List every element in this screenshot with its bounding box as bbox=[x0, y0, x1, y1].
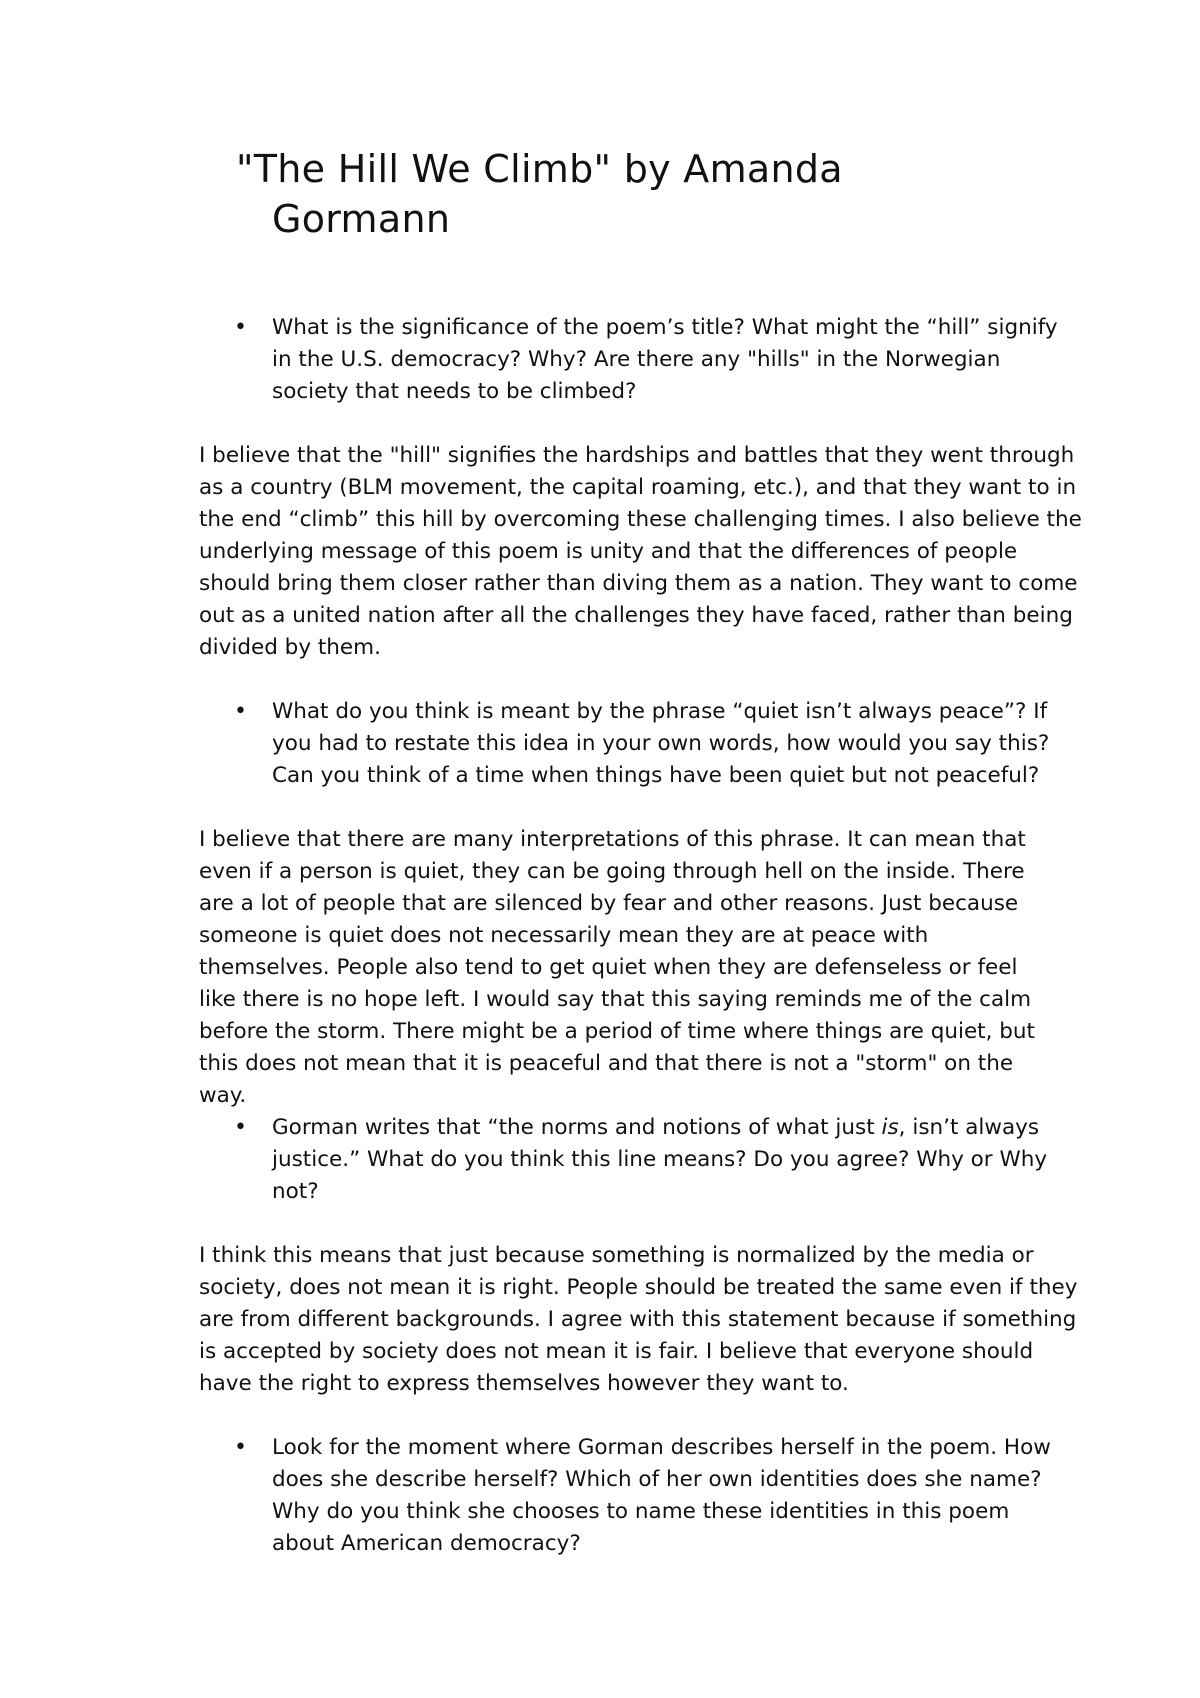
question-1 bbox=[234, 312, 1064, 408]
bullet-icon: • bbox=[234, 1435, 247, 1460]
question-1-text: What is the significance of the poem’s title? What might the “hill” signify in the U.S. democracy? Why? Are there any "hills" in the Norwegian society that needs to be climbed? bbox=[272, 315, 1058, 404]
bullet-icon: • bbox=[234, 315, 247, 340]
document-title: "The Hill We Climb" by Amanda Gormann bbox=[236, 147, 843, 241]
answer-3: I think this means that just because something is normalized by the media or society, does not mean it is right. People should be treated the same even if they are from different backgrounds. I agree with this statement because if something is accepted by society does not mean it is fair. I believe that everyone should have the right to express themselves however they want to. bbox=[199, 1243, 1078, 1396]
question-4-text: Look for the moment where Gorman describes herself in the poem. How does she describe herself? Which of her own identities does she name? Why do you think she chooses to name these identities in this poem about American democracy? bbox=[272, 1435, 1051, 1556]
answer-1: I believe that the "hill" signifies the hardships and battles that they went through as a country (BLM movement, the capital roaming, etc.), and that they want to in the end “climb” this hill by overcoming these challenging times. I also believe the underlying message of this poem is unity and that the differences of people should bring them closer rather than diving them as a nation. They want to come out as a united nation after all the challenges they have faced, rather than being divided by them. bbox=[199, 443, 1082, 660]
question-3-text-end: , isn’t always justice.” What do you think this line means? Do you agree? Why or Why not? bbox=[272, 1115, 1048, 1204]
question-3 bbox=[234, 1112, 1064, 1208]
question-3-text-start: Gorman writes that “the norms and notions of what just bbox=[272, 1115, 882, 1140]
question-4 bbox=[234, 1432, 1064, 1560]
bullet-icon: • bbox=[234, 699, 247, 724]
question-3-text bbox=[272, 1112, 1064, 1208]
question-2-text: What do you think is meant by the phrase “quiet isn’t always peace”? If you had to restate this idea in your own words, how would you say this? Can you think of a time when things have been quiet but not peaceful? bbox=[272, 699, 1050, 788]
bullet-icon: • bbox=[234, 1115, 247, 1140]
answer-2: I believe that there are many interpretations of this phrase. It can mean that even if a person is quiet, they can be going through hell on the inside. There are a lot of people that are silenced by fear and other reasons. Just because someone is quiet does not necessarily mean they are at peace with themselves. People also tend to get quiet when they are defenseless or feel like there is no hope left. I would say that this saying reminds me of the calm before the storm. There might be a period of time where things are quiet, but this does not mean that it is peaceful and that there is not a "storm" on the way. bbox=[199, 827, 1035, 1108]
question-2 bbox=[234, 696, 1064, 792]
question-3-text-italic: is bbox=[881, 1115, 899, 1140]
